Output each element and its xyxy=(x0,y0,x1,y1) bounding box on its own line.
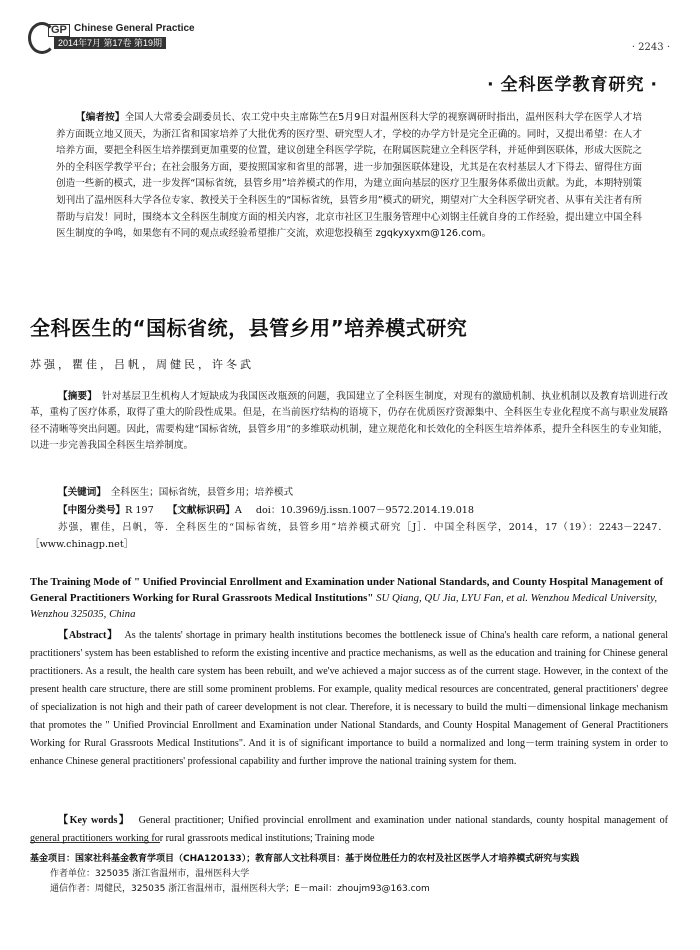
section-title-text: 全科医学教育研究 xyxy=(500,75,645,95)
english-keywords-text: General practitioner; Unified provincial enrollment and examination under national standards, county hospital management of general practitioners working for rural grassroots medical institutions; Training mode xyxy=(30,815,669,844)
citation: 苏强，瞿佳，吕帆，等．全科医生的“国标省统，县管乡用”培养模式研究［J］．中国全科医学，2014，17（19）：2243－2247．［www.chinagp.net］ xyxy=(30,522,668,550)
english-title-block xyxy=(30,574,670,622)
journal-name: Chinese General Practice xyxy=(74,23,195,34)
editor-note-label: 【编者按】 xyxy=(76,112,125,123)
doc-code-value: A xyxy=(234,505,242,516)
abstract-label: 【摘要】 xyxy=(58,391,93,402)
english-abstract xyxy=(30,627,668,771)
english-keywords-label: 【Key words】 xyxy=(58,815,131,826)
journal-logo xyxy=(28,20,208,54)
english-abstract-text: As the talents' shortage in primary health institutions becomes the bottleneck issue of China's health care reform, a national general practitioners' system has been established to reform the existing incentive and practice mechanisms, as well as the education and training for Chinese general practitioners. As a result, the health care system has been rebuilt, and we've achieved a major success as of the current stage. However, in the context of the present health care structure, there are still some prominent problems. For example, quality medical resources are concentrated, general practitioners' degree of specialization is not high and their path of career development is not clear. Therefore, it is necessary to build the multi－dimensional linkage mechanism that promotes the " Unified Provincial Enrollment and Examination under National Standards, and County Hospital Management of General Practitioners Working for Rural Grassroots Medical Institutions". And it is of significant importance to build a normalized and long－term training system in order to enhance Chinese general practitioners' professional capability and further improve the national training system for them. xyxy=(30,630,669,767)
keywords-label: 【关键词】 xyxy=(58,487,102,498)
doi: doi：10.3969/j.issn.1007－9572.2014.19.018 xyxy=(255,505,475,516)
bullet-dot: · xyxy=(487,75,495,95)
editor-note xyxy=(56,110,642,243)
footnotes xyxy=(30,852,668,897)
class-value: R 197 xyxy=(125,505,154,516)
article-authors: 苏强，瞿佳，吕帆，周健民，许冬武 xyxy=(30,358,254,371)
fund-label: 基金项目： xyxy=(30,854,76,864)
editor-note-text: 全国人大常委会副委员长、农工党中央主席陈竺在5月9日对温州医科大学的视察调研时指出，温州医科大学在医学人才培养方面既立地又顶天，为浙江省和国家培养了大批优秀的医疗型、研究型人才，学校的办学方针是完全正确的。同时，又提出希望：在人才培养方面，要把全科医生培养摆到更加重要的位置，建议创建全科医学学院，在附属医院建立全科医学科，并延伸到医联体，形成大医院之外的全科医学教学平台；在社会服务方面，要按照国家和省里的部署，进一步加强医联体建设，尤其是在农村基层人才下得去、留得住方面创造一些新的模式，进一步发挥“国标省统，县管乡用”培养模式的作用，为建立面向基层的医疗卫生服务体系做出贡献。为此，本期特别策划刊出了温州医科大学各位专家、教授关于全科医生的“国标省统，县管乡用”模式的研究，期望对广大全科医学研究者、从事有关注者有所帮助与启发！同时，围绕本文全科医生制度方面的相关内容，北京市社区卫生服务管理中心刘钢主任就自身的工作经验，提出建立中国全科医生制度的争鸣，如果您有不同的观点或经验希望推广交流，欢迎您投稿至 zgqkyxyxm@126.com。 xyxy=(56,112,642,240)
english-abstract-label: 【Abstract】 xyxy=(58,630,118,641)
keywords-text: 全科医生；国标省统，县管乡用；培养模式 xyxy=(110,487,294,498)
doc-code-label: 【文献标识码】 xyxy=(167,505,235,516)
corresponding-author: 通信作者：周健民，325035 浙江省温州市，温州医科大学；E－mail：zhoujm93@163.com xyxy=(50,884,430,894)
page-number: · 2243 · xyxy=(631,42,670,53)
author-affiliation: 作者单位：325035 浙江省温州市，温州医科大学 xyxy=(50,869,250,879)
footnote-divider xyxy=(30,842,160,843)
chinese-abstract xyxy=(30,389,668,455)
chinese-keywords xyxy=(58,484,293,498)
fund-text: 国家社科基金教育学项目（CHA120133）；教育部人文社科项目：基于岗位胜任力的农村及社区医学人才培养模式研究与实践 xyxy=(75,854,580,864)
class-label: 【中图分类号】 xyxy=(58,505,126,516)
journal-issue: 2014年7月 第17卷 第19期 xyxy=(54,37,166,49)
article-title: 全科医生的“国标省统，县管乡用”培养模式研究 xyxy=(30,316,468,340)
classification-line xyxy=(58,502,474,516)
abstract-text: 针对基层卫生机构人才短缺成为我国医改瓶颈的问题，我国建立了全科医生制度，对现有的激励机制、执业机制以及教育培训进行改革，重构了医疗体系，取得了重大的阶段性成果。但是，在当前医疗结构的语境下，仍存在优质医疗资源集中、全科医生专业化程度不高与职业发展路径不清晰等突出问题。因此，需要构建“国标省统，县管乡用”的多维联动机制，建立规范化和长效化的全科医生培养体系，提升全科医生的专业知能，以进一步完善我国全科医生培养制度。 xyxy=(30,391,669,452)
journal-header xyxy=(28,20,678,60)
english-title: The Training Mode of " Unified Provincial Enrollment and Examination under National Standards, and County Hospital Management of General Practitioners Working for Rural Grassroots Medical Institutions" xyxy=(30,576,664,604)
english-authors: SU Qiang, QU Jia, LYU Fan, et al. Wenzhou Medical University, Wenzhou 325035, China xyxy=(30,592,658,620)
logo-gp-mark: GP xyxy=(48,24,70,37)
section-title xyxy=(481,70,664,95)
bullet-dot: · xyxy=(650,75,658,95)
